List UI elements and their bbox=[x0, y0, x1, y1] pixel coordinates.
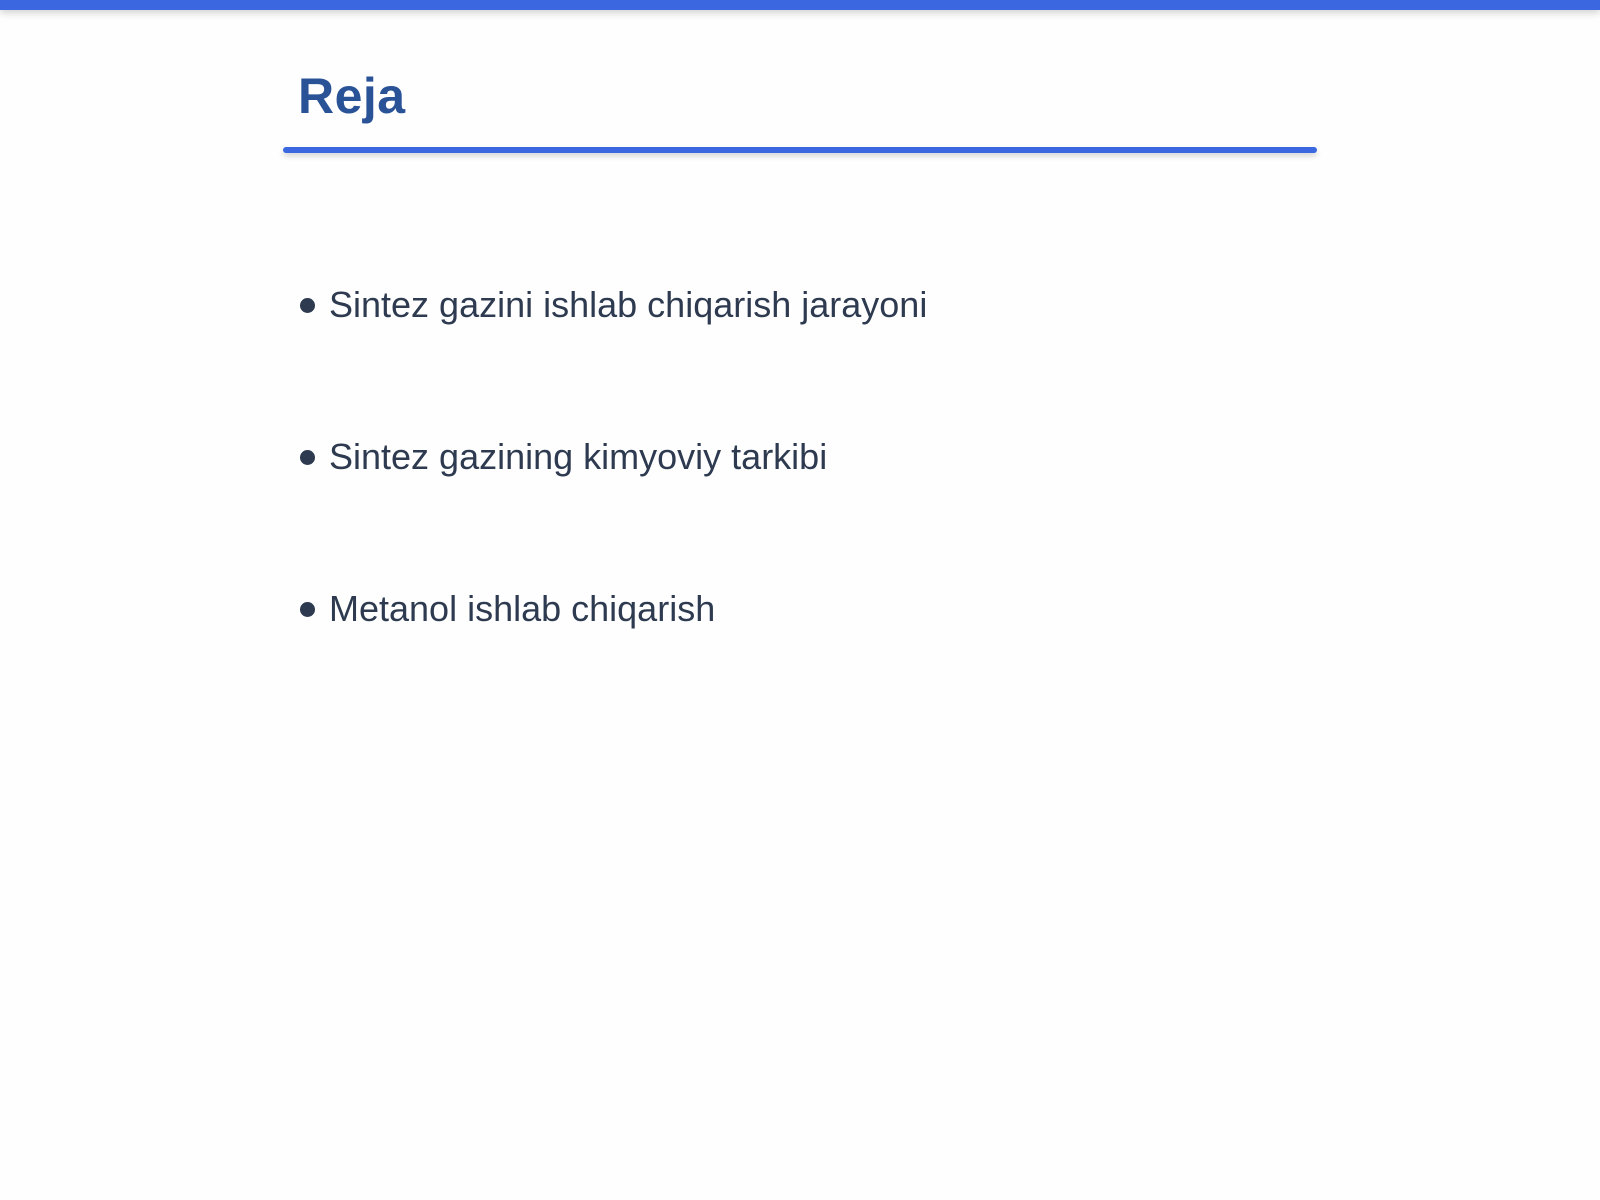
bullet-icon bbox=[300, 298, 315, 313]
bullet-text: Sintez gazini ishlab chiqarish jarayoni bbox=[329, 284, 928, 325]
bullet-text: Metanol ishlab chiqarish bbox=[329, 588, 716, 629]
slide-title: Reja bbox=[298, 68, 406, 124]
list-item bbox=[300, 432, 927, 584]
list-item bbox=[300, 280, 927, 432]
list-item bbox=[300, 584, 927, 736]
bullet-icon bbox=[300, 602, 315, 617]
bullet-list bbox=[300, 280, 927, 736]
top-accent-bar bbox=[0, 0, 1600, 10]
title-underline bbox=[283, 147, 1317, 153]
bullet-text: Sintez gazining kimyoviy tarkibi bbox=[329, 436, 828, 477]
bullet-icon bbox=[300, 450, 315, 465]
